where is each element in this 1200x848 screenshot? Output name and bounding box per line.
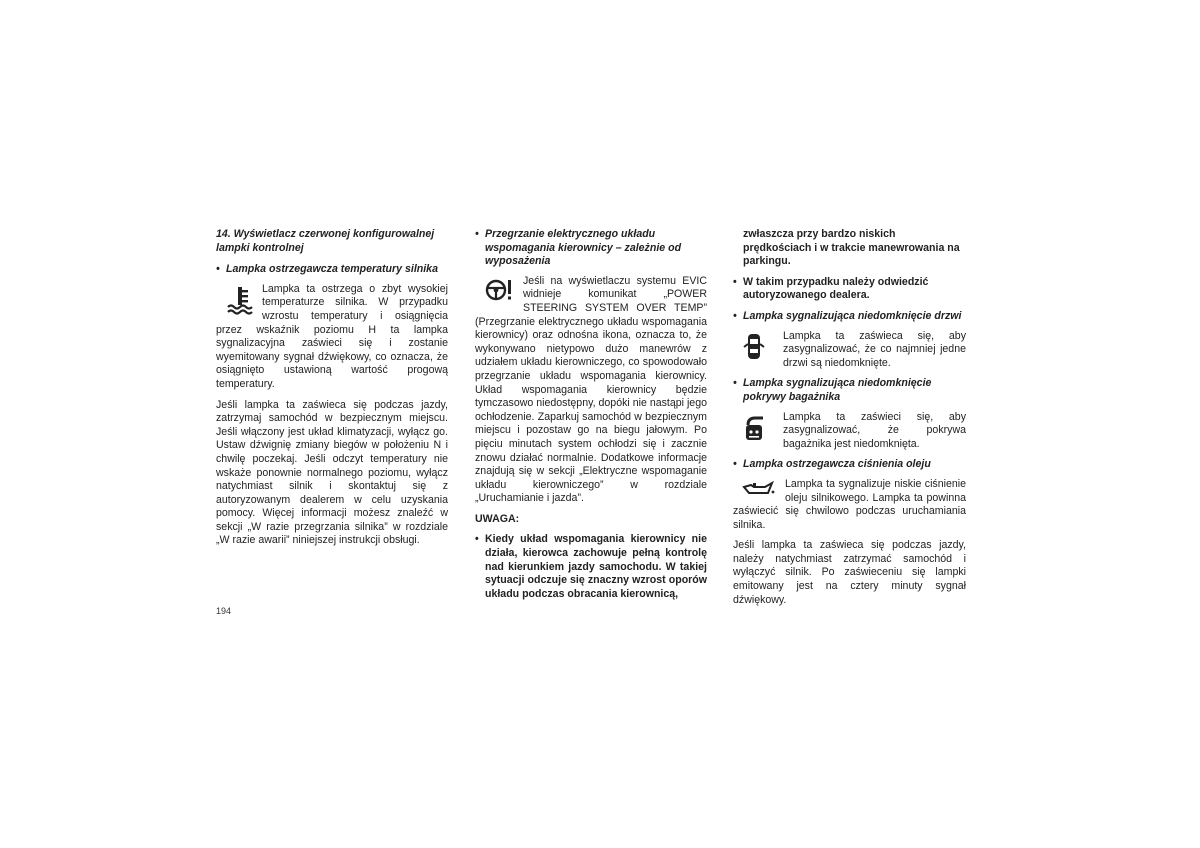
bullet-glyph: • (733, 275, 737, 288)
subheading-text: Przegrzanie elektrycznego układu wspomagania kierownicy – zależnie od wyposażenia (485, 228, 682, 268)
subheading-text: Lampka sygnalizująca niedomknięcie pokrywy bagażnika (743, 377, 932, 403)
door-ajar-icon (743, 332, 765, 362)
bullet-glyph: • (475, 228, 479, 240)
paragraph-text: Lampka ta zaświeca się, aby zasygnalizować, że co najmniej jedne drzwi są niedomknięte. (783, 329, 966, 369)
dealer-text: W takim przypadku należy odwiedzić autoryzowanego dealera. (743, 275, 929, 302)
bullet-glyph: • (733, 309, 737, 322)
paragraph-text: Lampka ta zaświeci się, aby zasygnalizować, że pokrywa bagażnika jest niedomknięta. (783, 410, 966, 450)
column-middle (475, 228, 707, 601)
subheading-text: Lampka sygnalizująca niedomknięcie drzwi (743, 309, 962, 322)
paragraph-engine-temp-action: Jeśli lampka ta zaświeca się podczas jazdy, zatrzymaj samochód w bezpiecznym miejscu. Jeśli włączony jest układ klimatyzacji, wyłącz go. Ustaw dźwignię zmiany biegów w położeniu N i chwilę poczekaj. Jeśli odczyt temperatury nie wskaże ponownie normalnego poziomu, wyłącz natychmiast silnik i skontaktuj się z autoryzowanym dealerem w celu uzyskania pomocy. Więcej informacji możesz znaleźć w sekcji „W razie przegrzania silnika” w rozdziale „W razie awarii” niniejszej instrukcji obsługi. (216, 398, 448, 547)
warning-bullet (475, 533, 707, 601)
paragraph-text: Jeśli na wyświetlaczu systemu EVIC widnieje komunikat „POWER STEERING SYSTEM OVER TEMP” (Przegrzanie elektrycznego układu wspomagania kierownicy) oraz odnośna ikona, oznacza to, że wykonywano nietypowo dużo manewrów z udziałem układu kierowniczego, co spowodowało przegrzanie układu wspomagania kierownicy. Układ wspomagania kierownicy będzie tymczasowo niedostępny, dopóki nie nastąpi jego ochłodzenie. Zaparkuj samochód w bezpiecznym miejscu i pozostaw go na biegu jałowym. Po pięciu minutach system ochłodzi się i zacznie znowu działać normalnie. Dodatkowe informacje znajdują się w sekcji „Elektryczne wspomaganie układu kierowniczego” w rozdziale „Uruchamianie i jazda”. (475, 274, 707, 505)
trunk-open-icon (743, 413, 769, 443)
subheading-oil-pressure (733, 458, 966, 472)
page-number: 194 (216, 606, 232, 616)
subheading-engine-temp (216, 263, 448, 277)
subheading-text: Lampka ostrzegawcza temperatury silnika (226, 263, 438, 276)
paragraph-power-steering (475, 275, 707, 506)
bullet-glyph: • (733, 458, 737, 471)
subheading-text: Lampka ostrzegawcza ciśnienia oleju (743, 458, 931, 471)
paragraph-door-ajar (733, 330, 966, 371)
power-steering-warning-icon (485, 277, 515, 303)
engine-temperature-icon (226, 285, 254, 315)
paragraph-oil-pressure-action: Jeśli lampka ta zaświeca się podczas jazdy, należy natychmiast zatrzymać samochód i wyłączyć silnik. Po zaświeceniu się lampki emitowany jest na cztery minuty sygnał dźwiękowy. (733, 539, 966, 606)
bullet-glyph: • (216, 263, 220, 276)
column-left (216, 228, 448, 555)
subheading-trunk (733, 377, 966, 404)
column-right (733, 228, 966, 614)
paragraph-text: Lampka ta sygnalizuje niskie ciśnienie oleju silnikowego. Lampka ta powinna zaświecić się chwilowo podczas uruchamiania silnika. (733, 477, 966, 531)
warning-text: Kiedy układ wspomagania kierownicy nie działa, kierowca zachowuje pełną kontrolę nad kierunkiem jazdy samochodu. W takiej sytuacji odczuje się znaczny wzrost oporów układu podczas obracania kierownicą, (485, 533, 707, 600)
paragraph-engine-temp (216, 283, 448, 392)
section-heading: 14. Wyświetlacz czerwonej konfigurowalnej lampki kontrolnej (216, 228, 435, 254)
warning-continuation: zwłaszcza przy bardzo niskich prędkościach i w trakcie manewrowania na parkingu. (743, 228, 960, 268)
paragraph-text: Lampka ta ostrzega o zbyt wysokiej temperaturze silnika. W przypadku wzrostu temperatury i osiągnięcia przez wskaźnik poziomu H ta lampka sygnalizacyjna zaświeci się i zostanie wyemitowany sygnał dźwiękowy, co oznacza, że osiągnięto ustawioną wartość progową temperatury. (216, 282, 448, 390)
subheading-power-steering (475, 228, 707, 269)
bullet-glyph: • (475, 533, 479, 546)
oil-pressure-icon (741, 480, 775, 498)
bullet-glyph: • (733, 377, 737, 390)
paragraph-trunk (733, 411, 966, 452)
subheading-door-ajar (733, 310, 966, 324)
paragraph-oil-pressure (733, 478, 966, 532)
warning-label: UWAGA: (475, 512, 520, 525)
dealer-bullet (733, 276, 966, 303)
